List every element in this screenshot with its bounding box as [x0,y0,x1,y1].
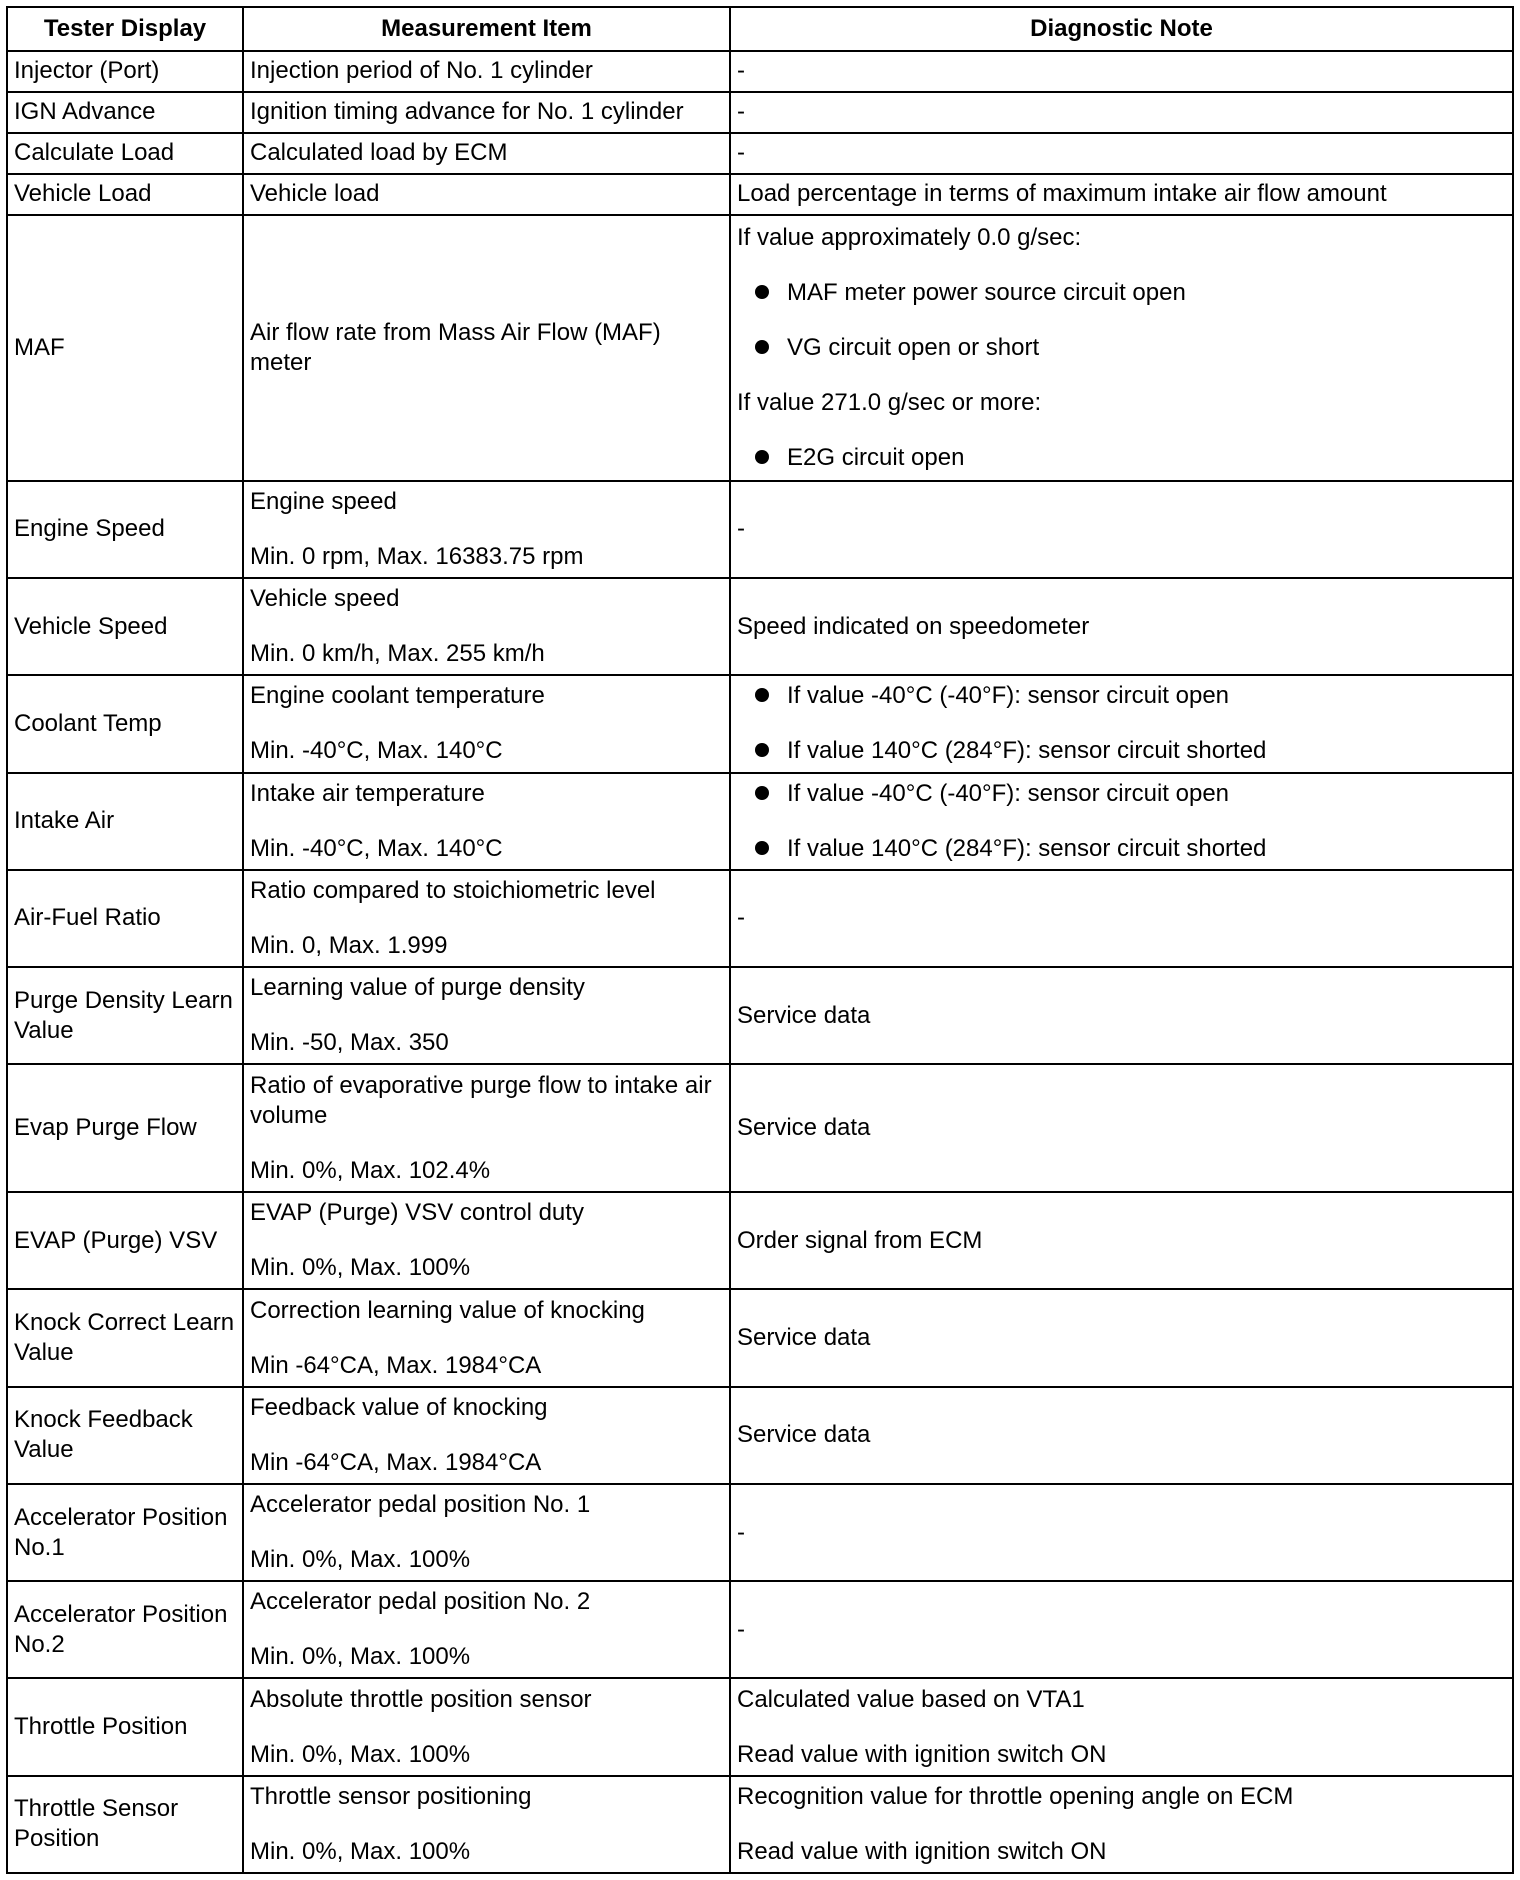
measurement-description: Throttle sensor positioning [250,1782,532,1810]
tester-display-cell: Throttle Sensor Position [7,1776,243,1873]
diagnostic-note-cell [730,1192,1513,1289]
measurement-description: Absolute throttle position sensor [250,1685,592,1713]
tester-display-cell: Knock Feedback Value [7,1387,243,1484]
measurement-description: Ratio of evaporative purge flow to intake air volume [250,1071,712,1129]
measurement-item-cell [243,481,730,578]
diagnostic-note-cell [730,967,1513,1064]
measurement-item-cell [243,1064,730,1192]
measurement-range: Min. 0%, Max. 100% [250,1254,471,1282]
note-bullet-text: If value 140°C (284°F): sensor circuit shorted [787,834,1267,862]
measurement-description: Calculated load by ECM [250,139,508,167]
measurement-range: Min. -40°C, Max. 140°C [250,834,503,862]
bullet-dot-icon [755,450,769,464]
measurement-range: Min -64°CA, Max. 1984°CA [250,1448,542,1476]
measurement-description: Accelerator pedal position No. 2 [250,1588,591,1616]
note-text: Service data [737,1324,871,1352]
note-text: Read value with ignition switch ON [737,1740,1107,1768]
tester-display-cell: Calculate Load [7,133,243,174]
diagnostic-note-cell [730,481,1513,578]
measurement-item-cell [243,870,730,967]
measurement-range: Min. 0%, Max. 100% [250,1837,471,1865]
measurement-range: Min. -40°C, Max. 140°C [250,737,503,765]
tester-display-cell: Accelerator Position No.2 [7,1581,243,1678]
note-text: Calculated value based on VTA1 [737,1685,1085,1713]
table-row [7,1192,1513,1289]
table-row [7,1484,1513,1581]
measurement-description: Correction learning value of knocking [250,1296,645,1324]
tester-display-cell: Vehicle Speed [7,578,243,675]
tester-display-cell: Vehicle Load [7,174,243,215]
note-text: - [737,1615,745,1643]
diagnostic-note-cell [730,1289,1513,1386]
measurement-description: Intake air temperature [250,779,485,807]
diagnostic-note-cell [730,773,1513,870]
table-row [7,481,1513,578]
tester-display-cell: Purge Density Learn Value [7,967,243,1064]
tester-display-cell: Coolant Temp [7,675,243,772]
measurement-item-cell [243,967,730,1064]
note-text: If value 271.0 g/sec or more: [737,388,1042,416]
note-bullet-item [737,443,1506,473]
note-bullet-text: If value 140°C (284°F): sensor circuit shorted [787,737,1267,765]
diagnostic-note-cell [730,1484,1513,1581]
tester-display-cell: Knock Correct Learn Value [7,1289,243,1386]
diagnostic-note-cell [730,174,1513,215]
diagnostic-note-cell [730,1064,1513,1192]
table-row [7,773,1513,870]
measurement-item-cell [243,133,730,174]
tester-display-cell: IGN Advance [7,92,243,133]
measurement-description: Air flow rate from Mass Air Flow (MAF) meter [250,318,661,376]
note-text: Read value with ignition switch ON [737,1837,1107,1865]
diagnostic-note-cell [730,870,1513,967]
note-bullet-item [737,834,1506,864]
bullet-dot-icon [755,786,769,800]
data-list-table [6,6,1514,1874]
table-row [7,870,1513,967]
note-bullet-item [737,681,1506,711]
note-bullet-item [737,736,1506,766]
measurement-item-cell [243,1192,730,1289]
note-text: Load percentage in terms of maximum intake air flow amount [737,180,1387,208]
measurement-description: Engine coolant temperature [250,682,545,710]
measurement-description: Injection period of No. 1 cylinder [250,57,593,85]
diagnostic-note-cell [730,51,1513,92]
measurement-description: Ratio compared to stoichiometric level [250,876,656,904]
measurement-description: EVAP (Purge) VSV control duty [250,1199,584,1227]
measurement-item-cell [243,215,730,481]
bullet-dot-icon [755,340,769,354]
table-row [7,578,1513,675]
tester-display-cell: Intake Air [7,773,243,870]
note-bullet-item [737,779,1506,809]
table-row [7,1581,1513,1678]
header-measurement-item: Measurement Item [243,7,730,51]
measurement-description: Vehicle load [250,180,380,208]
diagnostic-note-cell [730,215,1513,481]
diagnostic-note-cell [730,92,1513,133]
measurement-range: Min. 0 rpm, Max. 16383.75 rpm [250,542,584,570]
table-row [7,92,1513,133]
tester-display-cell: Throttle Position [7,1678,243,1775]
measurement-description: Vehicle speed [250,585,400,613]
table-row [7,1387,1513,1484]
table-row [7,967,1513,1064]
table-row [7,1289,1513,1386]
measurement-description: Accelerator pedal position No. 1 [250,1491,591,1519]
measurement-item-cell [243,773,730,870]
note-bullet-text: If value -40°C (-40°F): sensor circuit open [787,682,1230,710]
note-bullet-text: MAF meter power source circuit open [787,278,1186,306]
measurement-item-cell [243,578,730,675]
note-bullet-text: VG circuit open or short [787,333,1040,361]
measurement-item-cell [243,51,730,92]
measurement-range: Min -64°CA, Max. 1984°CA [250,1351,542,1379]
note-text: - [737,98,745,126]
table-row [7,1776,1513,1873]
table-row [7,1064,1513,1192]
tester-display-cell: EVAP (Purge) VSV [7,1192,243,1289]
measurement-item-cell [243,174,730,215]
table-row [7,51,1513,92]
table-row [7,1678,1513,1775]
diagnostic-note-cell [730,1678,1513,1775]
note-text: - [737,139,745,167]
tester-display-cell: Air-Fuel Ratio [7,870,243,967]
tester-display-cell: MAF [7,215,243,481]
measurement-item-cell [243,92,730,133]
note-text: - [737,57,745,85]
bullet-dot-icon [755,285,769,299]
note-bullet-item [737,333,1506,363]
measurement-item-cell [243,1581,730,1678]
note-text: Service data [737,1421,871,1449]
measurement-item-cell [243,1484,730,1581]
measurement-item-cell [243,1387,730,1484]
bullet-dot-icon [755,841,769,855]
tester-display-cell: Evap Purge Flow [7,1064,243,1192]
measurement-description: Feedback value of knocking [250,1393,548,1421]
measurement-range: Min. 0 km/h, Max. 255 km/h [250,640,545,668]
measurement-item-cell [243,1776,730,1873]
note-bullet-text: If value -40°C (-40°F): sensor circuit open [787,779,1230,807]
measurement-range: Min. 0%, Max. 100% [250,1643,471,1671]
note-text: If value approximately 0.0 g/sec: [737,223,1082,251]
measurement-description: Ignition timing advance for No. 1 cylinder [250,98,684,126]
bullet-dot-icon [755,743,769,757]
tester-display-cell: Accelerator Position No.1 [7,1484,243,1581]
note-text: - [737,515,745,543]
diagnostic-note-cell [730,1387,1513,1484]
table-row [7,215,1513,481]
measurement-item-cell [243,675,730,772]
note-text: Speed indicated on speedometer [737,612,1090,640]
diagnostic-note-cell [730,1776,1513,1873]
note-text: - [737,904,745,932]
table-row [7,174,1513,215]
note-text: Order signal from ECM [737,1226,983,1254]
note-text: Service data [737,1001,871,1029]
tester-display-cell: Engine Speed [7,481,243,578]
table-row [7,133,1513,174]
measurement-range: Min. -50, Max. 350 [250,1029,449,1057]
measurement-range: Min. 0, Max. 1.999 [250,931,448,959]
measurement-description: Engine speed [250,487,397,515]
diagnostic-note-cell [730,675,1513,772]
tester-display-cell: Injector (Port) [7,51,243,92]
measurement-item-cell [243,1678,730,1775]
header-tester-display: Tester Display [7,7,243,51]
diagnostic-note-cell [730,578,1513,675]
measurement-description: Learning value of purge density [250,974,585,1002]
table-row [7,675,1513,772]
measurement-range: Min. 0%, Max. 100% [250,1740,471,1768]
bullet-dot-icon [755,688,769,702]
note-text: - [737,1518,745,1546]
table-header-row [7,7,1513,51]
note-text: Service data [737,1114,871,1142]
measurement-range: Min. 0%, Max. 100% [250,1546,471,1574]
header-diagnostic-note: Diagnostic Note [730,7,1513,51]
note-bullet-text: E2G circuit open [787,443,965,471]
note-text: Recognition value for throttle opening angle on ECM [737,1782,1294,1810]
note-bullet-item [737,278,1506,308]
measurement-item-cell [243,1289,730,1386]
measurement-range: Min. 0%, Max. 102.4% [250,1156,491,1184]
diagnostic-note-cell [730,133,1513,174]
diagnostic-note-cell [730,1581,1513,1678]
